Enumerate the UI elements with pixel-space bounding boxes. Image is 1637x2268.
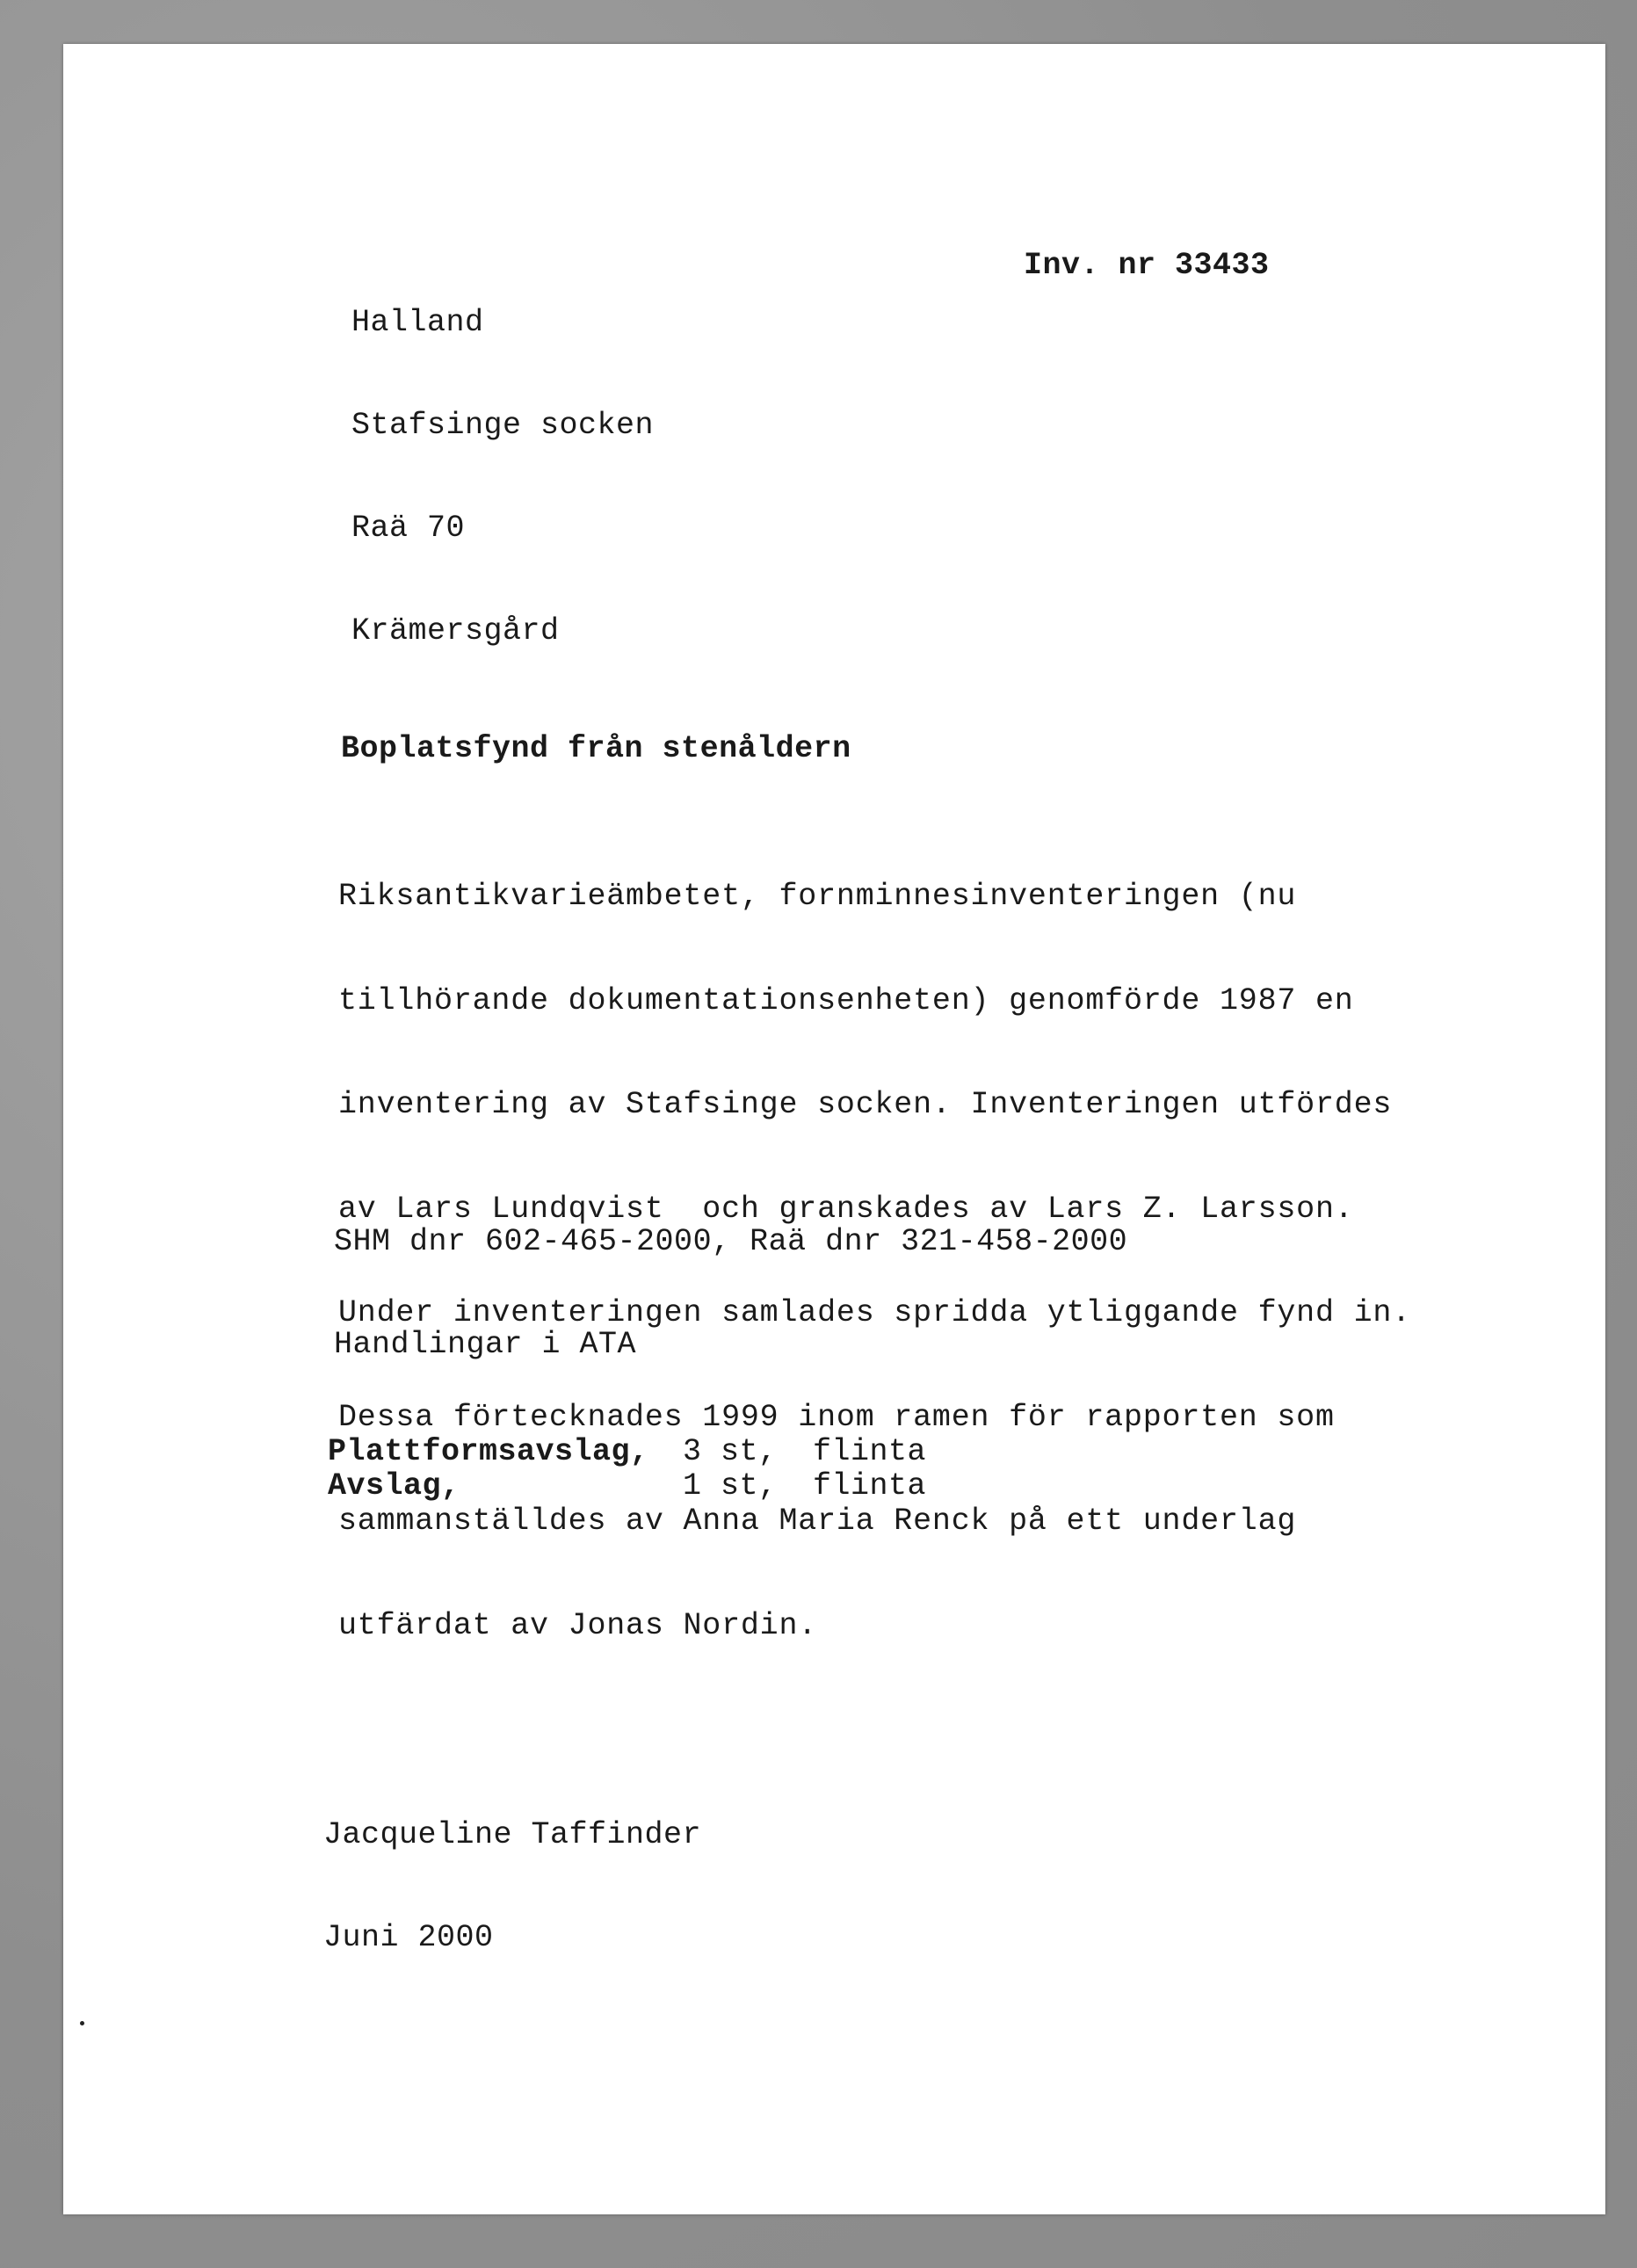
find-material: flinta	[813, 1468, 927, 1504]
find-quantity: 1 st,	[683, 1468, 778, 1504]
table-row	[328, 1435, 989, 1469]
reference-block	[334, 1156, 1127, 1396]
scan-speck	[80, 2021, 84, 2025]
body-line: inventering av Stafsinge socken. Inventeringen utfördes	[338, 1087, 1393, 1122]
body-line: utfärdat av Jonas Nordin.	[338, 1607, 818, 1643]
body-line: sammanställdes av Anna Maria Renck på ett underlag	[338, 1504, 1297, 1539]
inventory-number: Inv. nr 33433	[1024, 248, 1270, 283]
find-quantity: 3 st,	[683, 1434, 778, 1469]
finds-table	[328, 1435, 989, 1504]
archive-reference: Handlingar i ATA	[334, 1327, 637, 1362]
body-line: av Lars Lundqvist och granskades av Lars Z. Larsson.	[338, 1191, 1354, 1227]
find-name: Avslag,	[328, 1468, 460, 1504]
find-material: flinta	[813, 1434, 927, 1469]
registry-numbers: SHM dnr 602-465-2000, Raä dnr 321-458-2000	[334, 1224, 1128, 1259]
body-line: tillhörande dokumentationsenheten) genomförde 1987 en	[338, 982, 1354, 1018]
author-name: Jacqueline Taffinder	[323, 1817, 702, 1852]
location-parish: Stafsinge socken	[351, 408, 655, 443]
location-block	[351, 237, 654, 683]
body-line: Dessa förtecknades 1999 inom ramen för rapporten som	[338, 1399, 1335, 1435]
find-name: Plattformsavslag,	[328, 1434, 649, 1469]
location-site-number: Raä 70	[351, 511, 466, 546]
document-heading: Boplatsfynd från stenåldern	[341, 731, 851, 766]
signature-block	[323, 1750, 701, 1989]
location-farm: Krämersgård	[351, 613, 560, 649]
signature-date: Juni 2000	[323, 1920, 494, 1955]
table-row	[328, 1469, 989, 1504]
location-county: Halland	[351, 305, 484, 340]
body-line: Riksantikvarieämbetet, fornminnesinventeringen (nu	[338, 879, 1297, 914]
body-line: Under inventeringen samlades spridda ytliggande fynd in.	[338, 1295, 1411, 1330]
